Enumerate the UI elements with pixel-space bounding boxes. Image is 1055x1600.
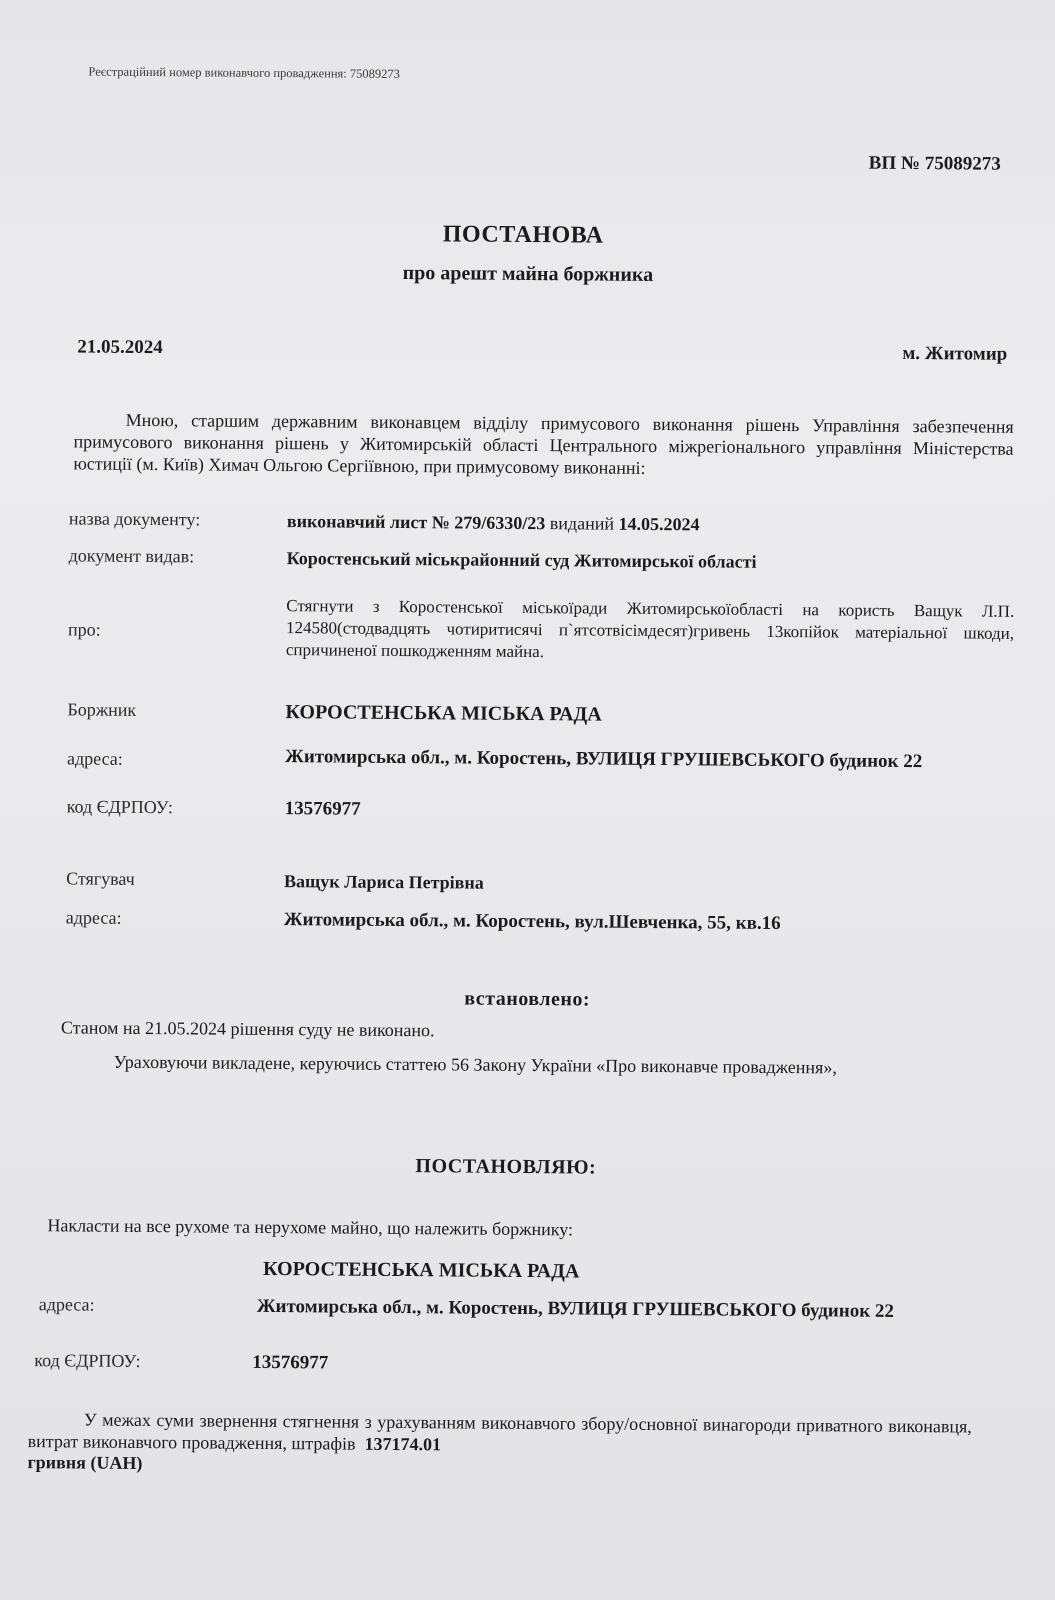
established-line1: Станом на 21.05.2024 рішення суду не виконано.	[60, 1017, 435, 1041]
creditor-address: Житомирська обл., м. Коростень, вул.Шевченка, 55, кв.16	[283, 909, 781, 934]
document-subtitle: про арешт майна боржника	[402, 262, 654, 286]
resolve-address: Житомирська обл., м. Коростень, ВУЛИЦЯ ГРУШЕВСЬКОГО будинок 22	[256, 1295, 895, 1322]
about-label: про:	[67, 619, 101, 640]
limit-amount: 137174.01	[364, 1433, 442, 1455]
document-date: 21.05.2024	[77, 336, 163, 359]
resolve-edrpou-label: код ЄДРПОУ:	[34, 1350, 141, 1371]
debtor-name: КОРОСТЕНСЬКА МІСЬКА РАДА	[285, 701, 602, 726]
debtor-address-label: адреса:	[66, 748, 123, 769]
debtor-edrpou-label: код ЄДРПОУ:	[66, 796, 173, 818]
resolve-line1: Накласти на все рухоме та нерухоме майно, що належить боржнику:	[47, 1215, 574, 1240]
resolve-edrpou-row	[34, 1350, 974, 1374]
resolve-debtor-name: КОРОСТЕНСЬКА МІСЬКА РАДА	[262, 1257, 580, 1283]
issued-by-value: Коростенський міськрайонний суд Житомирської області	[286, 548, 757, 572]
creditor-address-row	[65, 907, 1012, 934]
writ-number: виконавчий лист № 279/6330/23	[286, 511, 546, 534]
debtor-address-row	[66, 744, 1013, 773]
document-title: ПОСТАНОВА	[442, 221, 604, 249]
issued-word: виданий	[545, 513, 619, 534]
document-name-value	[287, 510, 1015, 538]
debtor-edrpou: 13576977	[284, 798, 361, 820]
creditor-name: Ващук Лариса Петрівна	[284, 871, 484, 893]
limit-text: У межах суми звернення стягнення з урахуванням виконавчого збору/основної винагороди приватного виконавця, витрат виконавчого провадження, штрафів	[27, 1409, 972, 1454]
creditor-address-label: адреса:	[65, 907, 122, 928]
established-heading: встановлено:	[464, 987, 591, 1011]
document-name-row	[68, 508, 1015, 535]
limit-currency: гривня (UAH)	[27, 1452, 143, 1474]
about-row	[67, 593, 1015, 662]
resolve-address-row	[38, 1294, 979, 1322]
debtor-edrpou-row	[66, 796, 1013, 820]
creditor-label: Стягувач	[66, 868, 135, 889]
resolve-address-label: адреса:	[38, 1294, 95, 1315]
limit-paragraph	[28, 1408, 972, 1459]
resolve-heading: ПОСТАНОВЛЯЮ:	[415, 1155, 597, 1179]
established-line2: Ураховуючи викладене, керуючись статтею 56 Закону України «Про виконавче провадження»,	[113, 1051, 837, 1078]
intro-paragraph: Мною, старшим державним виконавцем відділу примусового виконання рішень Управління забезпечення примусового виконання рішень у Житомирській області Центрального міжрегіонального управління Міністерства юстиції (м. Київ) Химач Ольгою Сергіївною, при примусовому виконанні:	[73, 409, 1014, 478]
issued-by-label: документ видав:	[68, 545, 195, 567]
about-value: Стягнути з Коростенської міськоїради Житомирськоїобласті на користь Ващук Л.П. 124580(стодвадцять чотиритисячі п`ятсотвісімдесят)гривень 13копійок матеріальної шкоди, спричиненої пошкодженням майна.	[285, 596, 1015, 662]
document-city: м. Житомир	[902, 342, 1008, 365]
debtor-row	[67, 699, 1014, 726]
resolve-edrpou: 13576977	[252, 1351, 329, 1374]
issued-by-row	[68, 545, 1015, 572]
registration-number-line: Реєстраційний номер виконавчого провадження: 75089273	[88, 64, 400, 81]
creditor-row	[66, 868, 1012, 893]
debtor-address: Житомирська обл., м. Коростень, ВУЛИЦЯ ГРУШЕВСЬКОГО будинок 22	[284, 746, 923, 773]
vp-number: ВП № 75089273	[868, 152, 1001, 175]
debtor-label: Боржник	[67, 699, 137, 720]
writ-date: 14.05.2024	[618, 513, 700, 535]
document-name-label: назва документу:	[68, 508, 201, 530]
